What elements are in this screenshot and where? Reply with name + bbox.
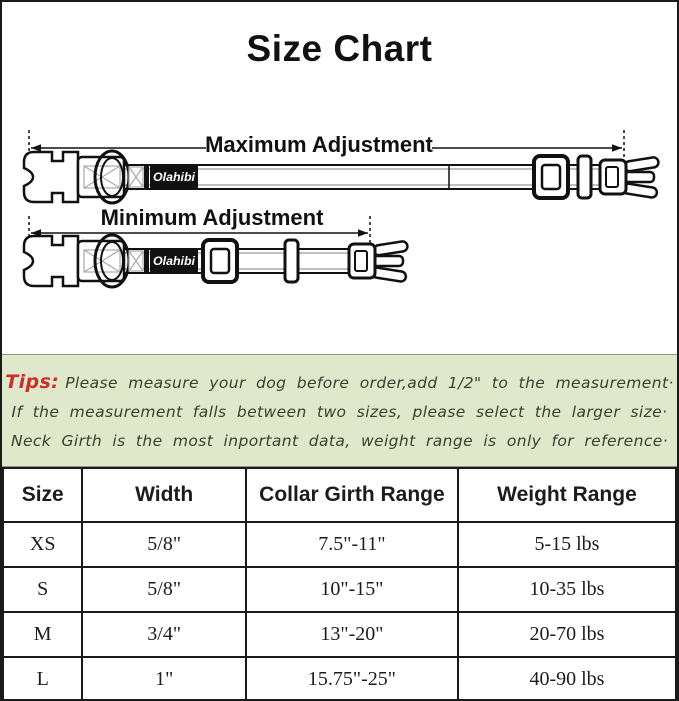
tips-line-1 xyxy=(2,368,677,398)
cell-weight: 40-90 lbs xyxy=(458,657,676,701)
cell-width: 5/8" xyxy=(82,522,246,567)
tips-text-1: Please measure your dog before order,add 1/2" to the measurement· xyxy=(65,374,674,392)
page-title: Size Chart xyxy=(246,28,433,69)
cell-weight: 20-70 lbs xyxy=(458,612,676,657)
cell-size: L xyxy=(3,657,82,701)
collar-adjustment-diagram xyxy=(2,110,679,310)
arrowhead-right-icon xyxy=(358,229,368,237)
tips-line-2 xyxy=(2,398,677,427)
cell-girth: 7.5"-11" xyxy=(246,522,458,567)
tips-box xyxy=(2,354,677,467)
tips-text-2: If the measurement falls between two sizes, please select the larger size· xyxy=(11,403,668,421)
arrowhead-right-icon xyxy=(612,144,622,152)
cell-size: M xyxy=(3,612,82,657)
header-girth: Collar Girth Range xyxy=(246,468,458,522)
cell-width: 1" xyxy=(82,657,246,701)
header-size: Size xyxy=(3,468,82,522)
table-row xyxy=(3,522,676,567)
size-table xyxy=(2,467,677,701)
max-adjustment-label: Maximum Adjustment xyxy=(205,132,433,157)
arrowhead-left-icon xyxy=(31,144,41,152)
max-collar-illustration xyxy=(24,130,659,203)
cell-weight: 10-35 lbs xyxy=(458,567,676,612)
header-width: Width xyxy=(82,468,246,522)
cell-size: XS xyxy=(3,522,82,567)
min-collar-illustration xyxy=(24,205,408,287)
brand-name-max: Olahibi xyxy=(153,170,196,184)
table-row xyxy=(3,612,676,657)
cell-weight: 5-15 lbs xyxy=(458,522,676,567)
cell-width: 5/8" xyxy=(82,567,246,612)
collar-diagram-svg xyxy=(2,110,679,310)
cell-girth: 15.75"-25" xyxy=(246,657,458,701)
table-row xyxy=(3,567,676,612)
brand-name-min: Olahibi xyxy=(153,254,196,268)
header-weight: Weight Range xyxy=(458,468,676,522)
cell-width: 3/4" xyxy=(82,612,246,657)
table-header-row xyxy=(3,468,676,522)
tips-line-3 xyxy=(2,427,677,456)
tips-label: Tips: xyxy=(5,371,60,393)
cell-girth: 10"-15" xyxy=(246,567,458,612)
tips-text-3: Neck Girth is the most inportant data, weight range is only for reference· xyxy=(10,432,669,450)
cell-girth: 13"-20" xyxy=(246,612,458,657)
table-row xyxy=(3,657,676,701)
cell-size: S xyxy=(3,567,82,612)
min-adjustment-label: Minimum Adjustment xyxy=(100,205,324,230)
